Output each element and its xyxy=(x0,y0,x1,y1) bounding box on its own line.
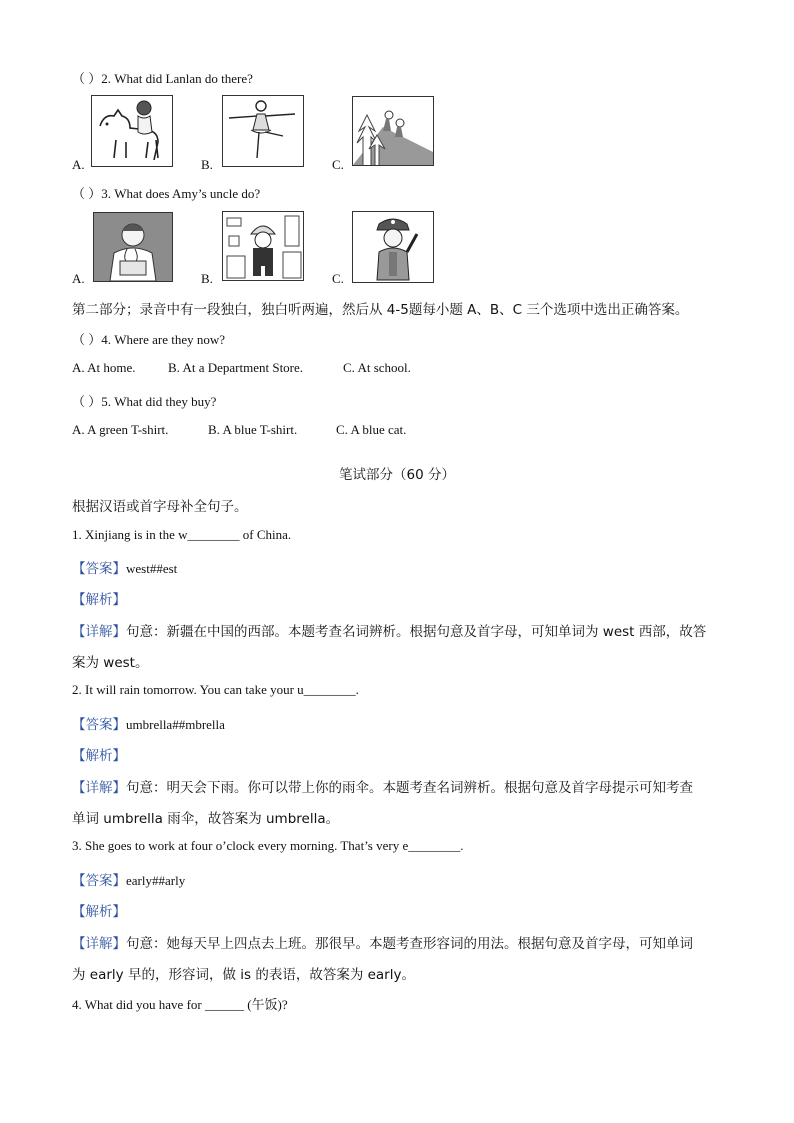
detail-text: 句意：新疆在中国的西部。本题考查名词辨析。根据句意及首字母，可知单词为 west 西部，故答 xyxy=(126,624,707,640)
doctor-icon xyxy=(93,212,173,282)
item-2-detail xyxy=(72,776,693,796)
answer-text: west##est xyxy=(126,561,178,576)
item-2-detail-cont: 单词 umbrella 雨伞，故答案为 umbrella。 xyxy=(72,811,340,827)
item-1-answer xyxy=(72,557,177,577)
q2-option-b-label: B. xyxy=(201,157,213,172)
detail-tag: 【详解】 xyxy=(72,780,126,796)
item-3-question: 3. She goes to work at four o’clock every morning. That’s very e________. xyxy=(72,838,464,853)
question-5-stem: （ ）5. What did they buy? xyxy=(72,394,217,409)
part-two-instruction: 第二部分；录音中有一段独白，独白听两遍，然后从 4-5题每小题 A、B、C 三个选项中选出正确答案。 xyxy=(72,302,689,318)
police-officer-icon xyxy=(352,211,434,283)
q3-option-b-label: B. xyxy=(201,271,213,286)
answer-tag: 【答案】 xyxy=(72,717,126,733)
q5-option-a: A. A green T-shirt. xyxy=(72,422,169,437)
item-4-question: 4. What did you have for ______ (午饭)? xyxy=(72,997,288,1012)
written-section-title: 笔试部分（60 分） xyxy=(339,467,455,483)
answer-tag: 【答案】 xyxy=(72,873,126,889)
written-instruction: 根据汉语或首字母补全句子。 xyxy=(72,499,248,515)
q3-option-c-label: C. xyxy=(332,271,344,286)
item-3-detail-cont: 为 early 早的，形容词，做 is 的表语，故答案为 early。 xyxy=(72,967,415,983)
q3-option-a-label: A. xyxy=(72,271,85,286)
item-2-answer xyxy=(72,713,225,733)
ballet-dancer-icon xyxy=(222,95,304,167)
detail-tag: 【详解】 xyxy=(72,624,126,640)
question-2-stem: （ ）2. What did Lanlan do there? xyxy=(72,71,253,86)
answer-text: early##arly xyxy=(126,873,186,888)
climbing-mountain-icon xyxy=(352,96,434,166)
item-2-question: 2. It will rain tomorrow. You can take your u________. xyxy=(72,682,359,697)
q5-option-c: C. A blue cat. xyxy=(336,422,407,437)
item-3-answer xyxy=(72,869,185,889)
detail-tag: 【详解】 xyxy=(72,936,126,952)
q4-option-c: C. At school. xyxy=(343,360,411,375)
answer-tag: 【答案】 xyxy=(72,561,126,577)
item-1-detail-cont: 案为 west。 xyxy=(72,655,149,671)
girl-riding-horse-icon xyxy=(91,95,173,167)
item-2-analysis-tag: 【解析】 xyxy=(72,748,126,764)
factory-worker-icon xyxy=(222,211,304,281)
q2-option-c-label: C. xyxy=(332,157,344,172)
item-1-analysis-tag: 【解析】 xyxy=(72,592,126,608)
item-3-analysis-tag: 【解析】 xyxy=(72,904,126,920)
item-3-detail xyxy=(72,932,693,952)
question-3-stem: （ ）3. What does Amy’s uncle do? xyxy=(72,186,261,201)
detail-text: 句意：她每天早上四点去上班。那很早。本题考查形容词的用法。根据句意及首字母，可知单词 xyxy=(126,936,693,952)
q4-option-a: A. At home. xyxy=(72,360,136,375)
item-1-question: 1. Xinjiang is in the w________ of China. xyxy=(72,527,292,542)
q5-option-b: B. A blue T-shirt. xyxy=(208,422,298,437)
answer-text: umbrella##mbrella xyxy=(126,717,225,732)
item-1-detail xyxy=(72,620,706,640)
question-4-stem: （ ）4. Where are they now? xyxy=(72,332,226,347)
q4-option-b: B. At a Department Store. xyxy=(168,360,304,375)
q2-option-a-label: A. xyxy=(72,157,85,172)
detail-text: 句意：明天会下雨。你可以带上你的雨伞。本题考查名词辨析。根据句意及首字母提示可知考查 xyxy=(126,780,693,796)
